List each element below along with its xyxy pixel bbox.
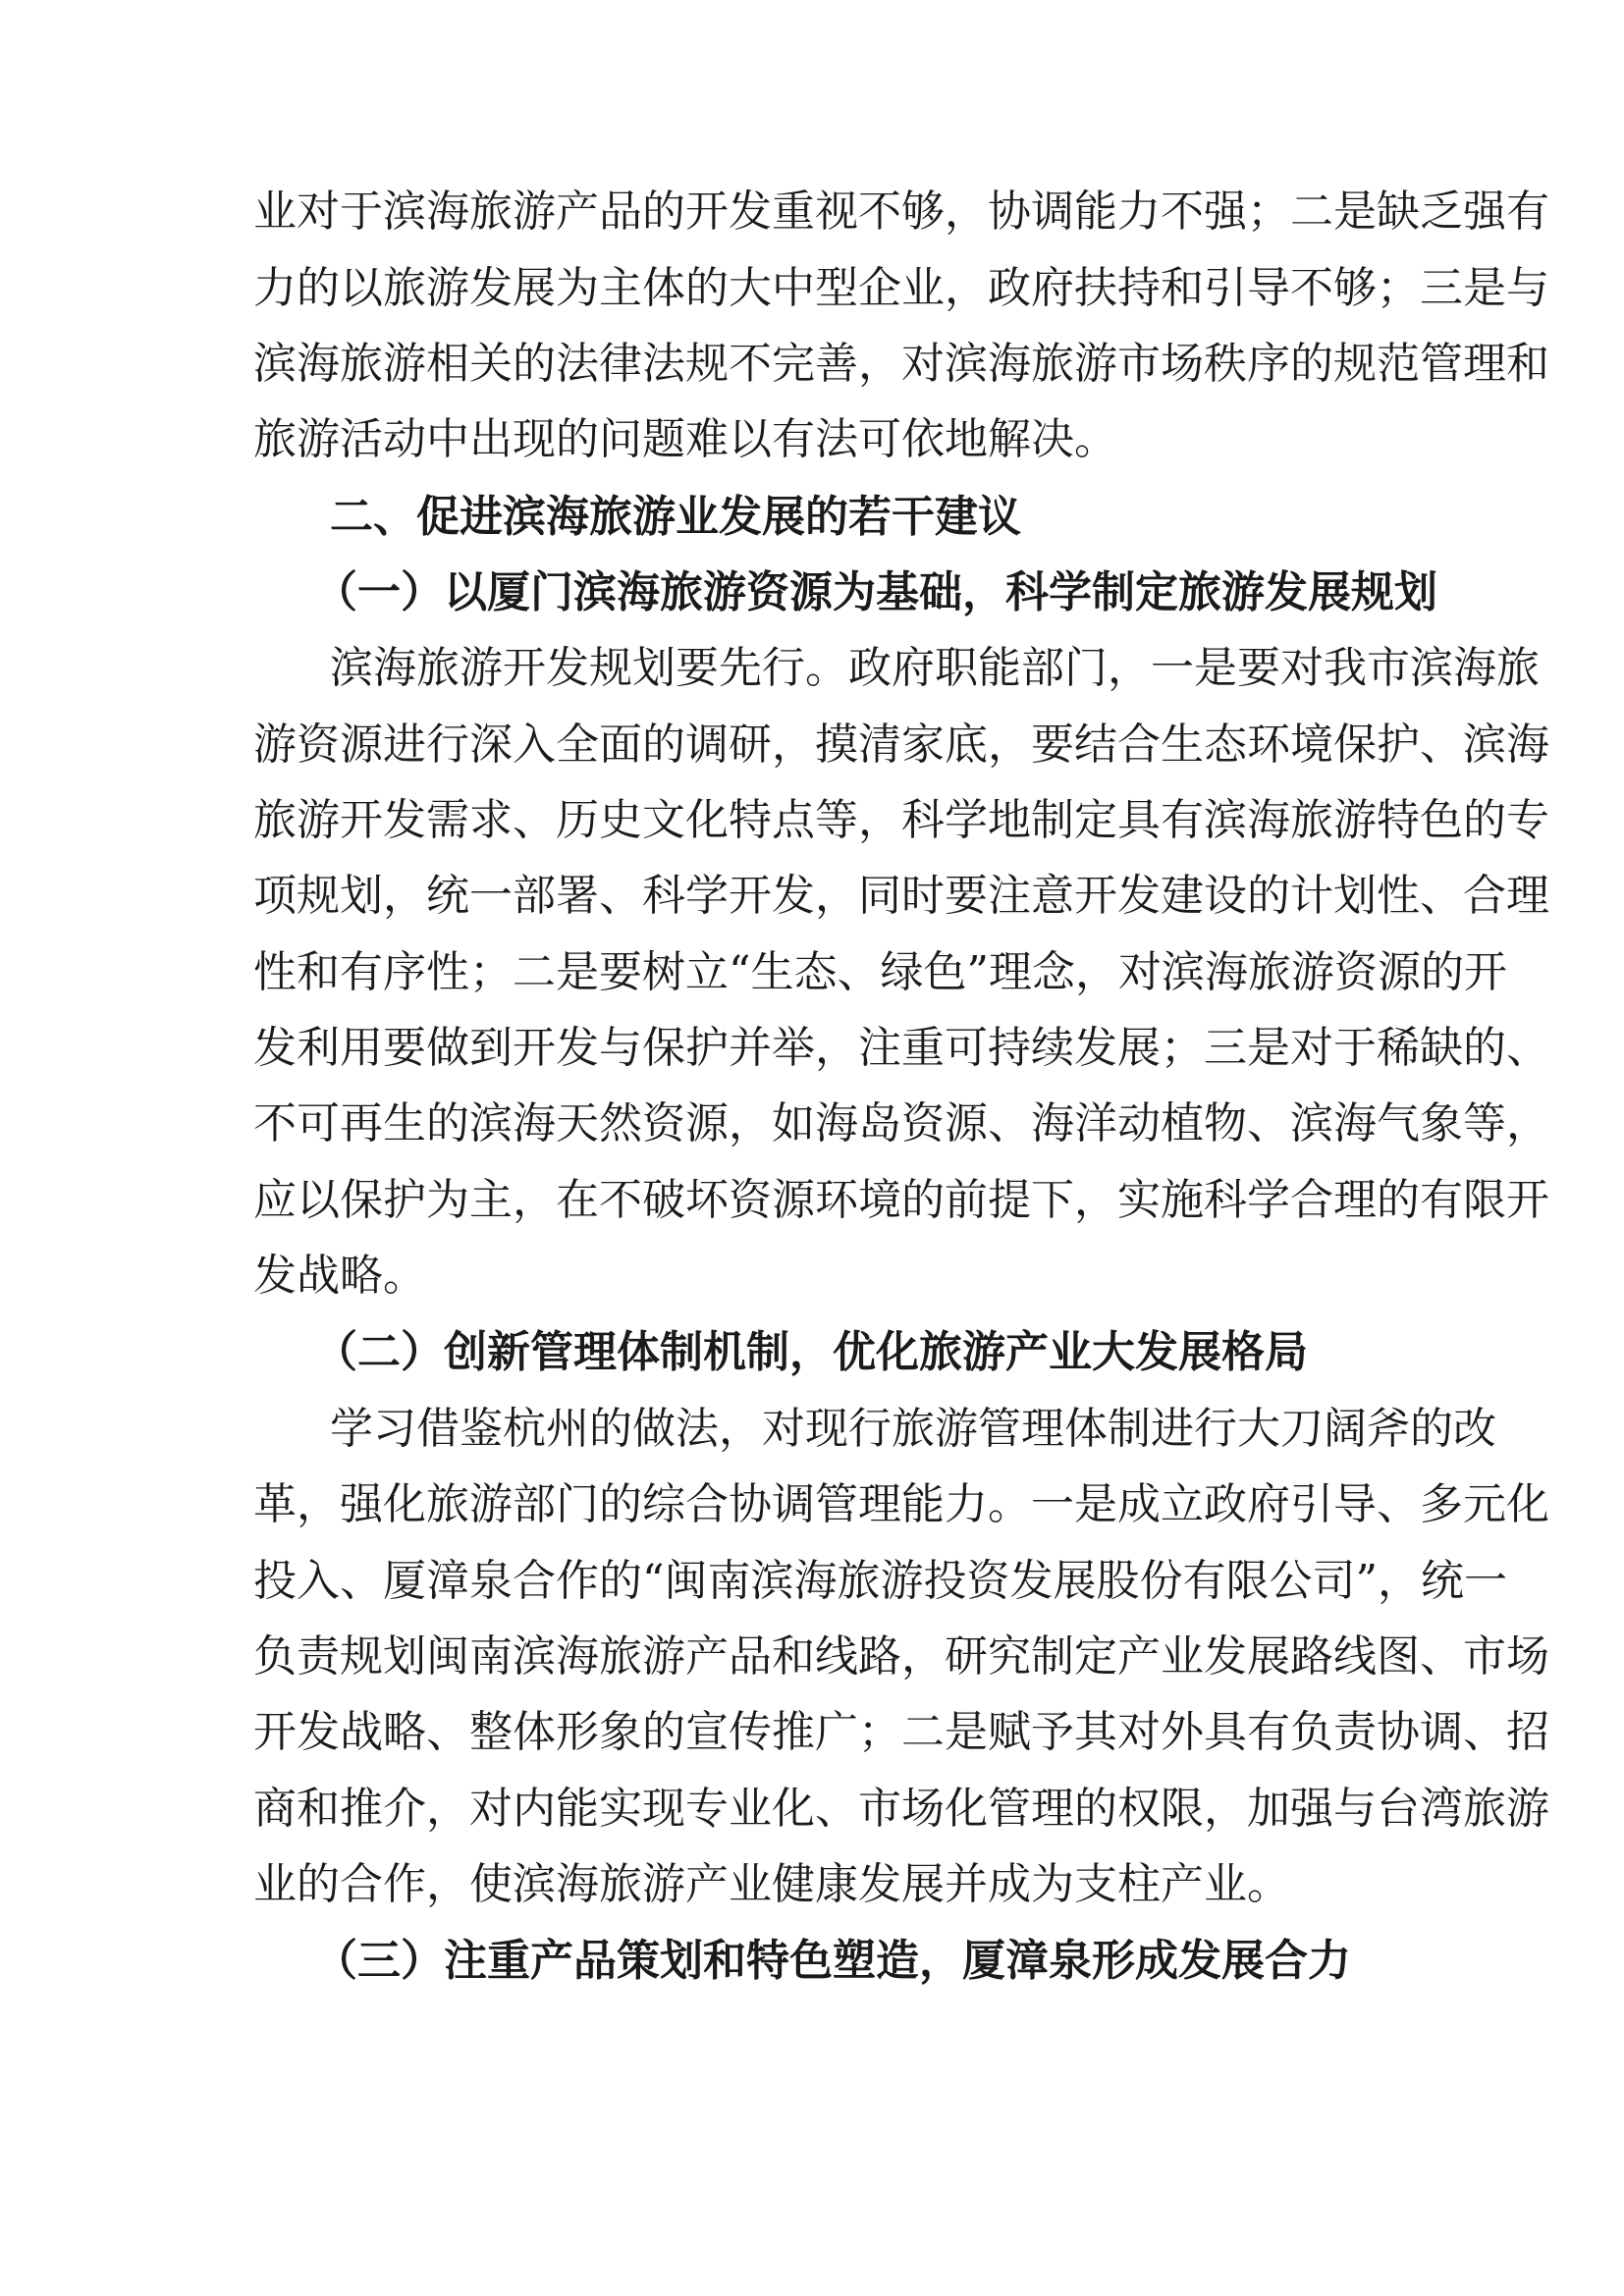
paragraph-line: 不可再生的滨海天然资源，如海岛资源、海洋动植物、滨海气象等， (253, 1098, 1549, 1148)
paragraph-line: 性和有序性；二是要树立“生态、绿色”理念，对滨海旅游资源的开 (253, 947, 1507, 997)
paragraph-line: 业的合作，使滨海旅游产业健康发展并成为支柱产业。 (253, 1859, 1290, 1909)
paragraph-line: 投入、厦漳泉合作的“闽南滨海旅游投资发展股份有限公司”，统一 (253, 1556, 1507, 1606)
section-heading: 二、促进滨海旅游业发展的若干建议 (330, 492, 1021, 542)
paragraph-line: 负责规划闽南滨海旅游产品和线路，研究制定产业发展路线图、市场 (253, 1631, 1549, 1682)
paragraph-line: 学习借鉴杭州的做法，对现行旅游管理体制进行大刀阔斧的改 (330, 1404, 1496, 1454)
paragraph-line: 业对于滨海旅游产品的开发重视不够，协调能力不强；二是缺乏强有 (253, 187, 1549, 237)
paragraph-line: 革，强化旅游部门的综合协调管理能力。一是成立政府引导、多元化 (253, 1479, 1549, 1529)
paragraph-line: 发利用要做到开发与保护并举，注重可持续发展；三是对于稀缺的、 (253, 1023, 1549, 1073)
paragraph-line: 旅游开发需求、历史文化特点等，科学地制定具有滨海旅游特色的专 (253, 795, 1549, 845)
paragraph-line: 滨海旅游开发规划要先行。政府职能部门，一是要对我市滨海旅 (330, 643, 1540, 693)
subheading-1: （一）以厦门滨海旅游资源为基础，科学制定旅游发展规划 (314, 567, 1437, 617)
subheading-3: （三）注重产品策划和特色塑造，厦漳泉形成发展合力 (314, 1936, 1351, 1986)
paragraph-line: 游资源进行深入全面的调研，摸清家底，要结合生态环境保护、滨海 (253, 720, 1549, 770)
paragraph-line: 开发战略、整体形象的宣传推广；二是赋予其对外具有负责协调、招 (253, 1707, 1549, 1757)
paragraph-line: 项规划，统一部署、科学开发，同时要注意开发建设的计划性、合理 (253, 871, 1549, 921)
subheading-2: （二）创新管理体制机制，优化旅游产业大发展格局 (314, 1327, 1308, 1377)
paragraph-line: 滨海旅游相关的法律法规不完善，对滨海旅游市场秩序的规范管理和 (253, 339, 1549, 389)
paragraph-line: 应以保护为主，在不破坏资源环境的前提下，实施科学合理的有限开 (253, 1175, 1549, 1225)
paragraph-line: 力的以旅游发展为主体的大中型企业，政府扶持和引导不够；三是与 (253, 263, 1549, 313)
paragraph-line: 发战略。 (253, 1251, 426, 1301)
paragraph-line: 商和推介，对内能实现专业化、市场化管理的权限，加强与台湾旅游 (253, 1784, 1549, 1834)
paragraph-line: 旅游活动中出现的问题难以有法可依地解决。 (253, 414, 1117, 464)
